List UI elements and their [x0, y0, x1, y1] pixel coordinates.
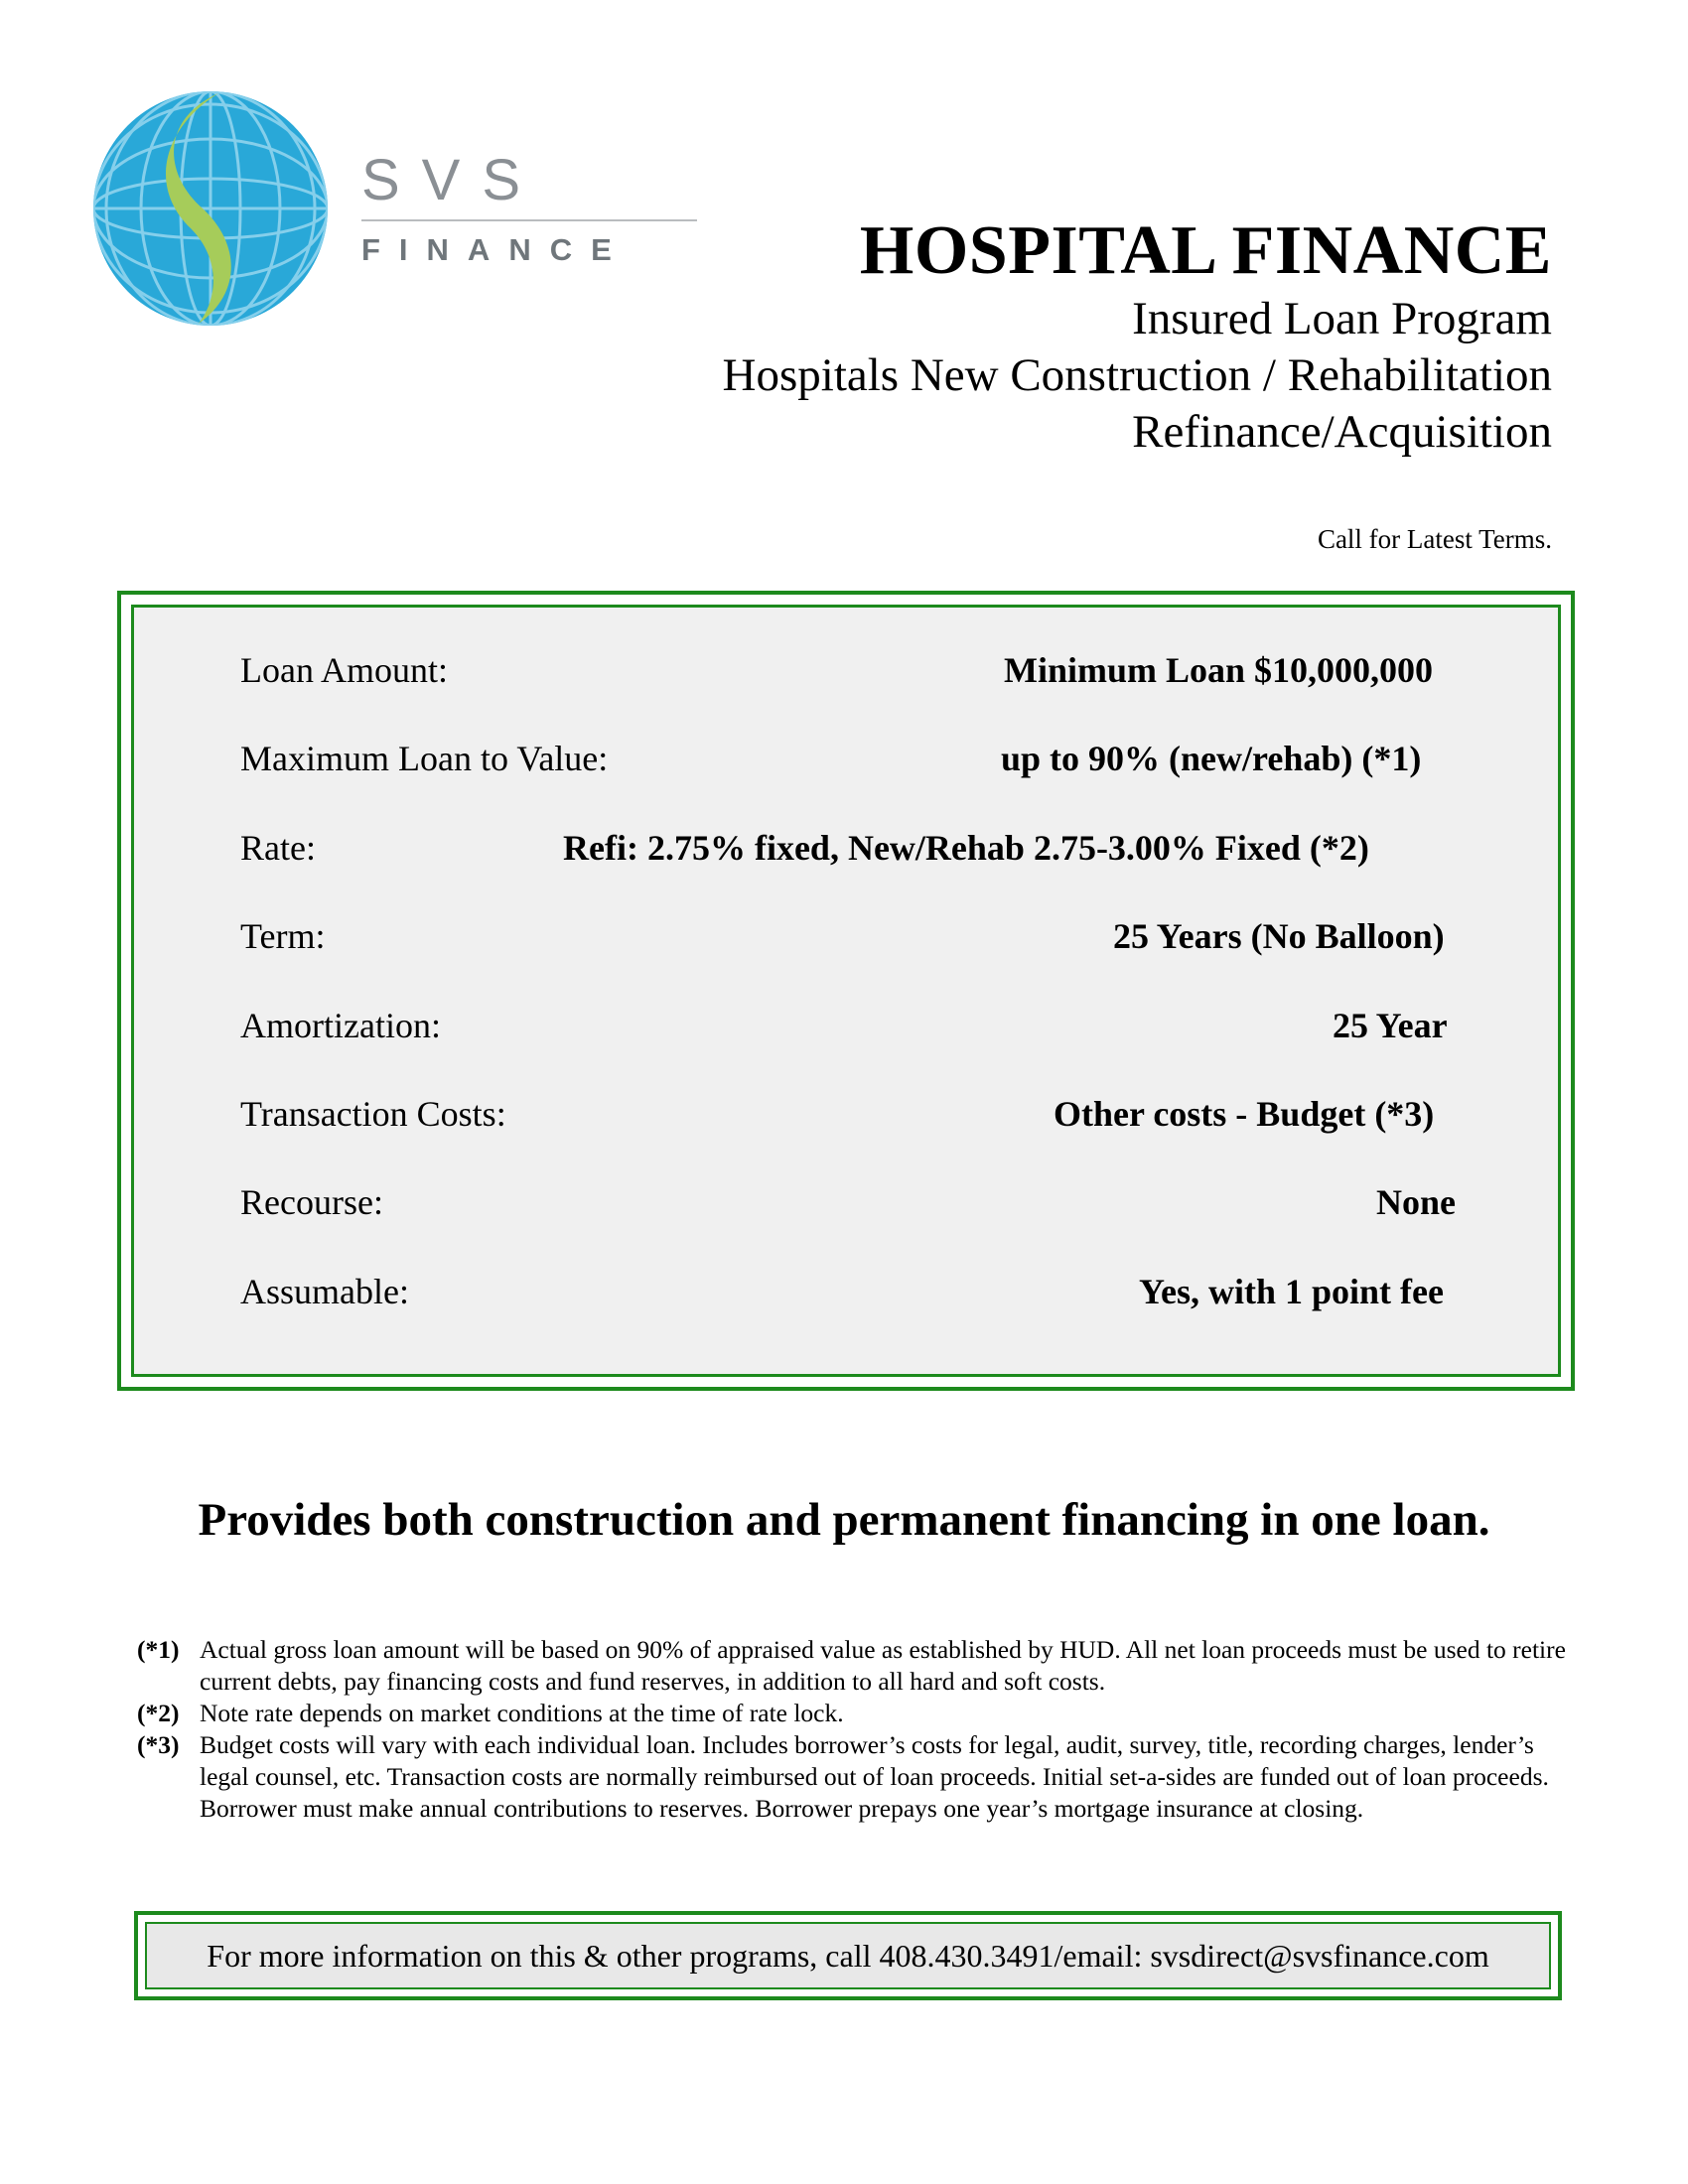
footnote-text: Actual gross loan amount will be based on 90% of appraised value as established by HUD. All net loan proceeds must be used to retire current debts, pay financing costs and fund reserves, in addition to all hard and soft costs.	[200, 1635, 1566, 1696]
term-value-amortization: 25 Year	[1333, 1006, 1448, 1045]
footnote-text: Budget costs will vary with each individual loan. Includes borrower’s costs for legal, audit, survey, title, recording charges, lender’s legal counsel, etc. Transaction costs are normally reimbursed out of loan proceeds. Initial set-a-sides are funded out of loan proceeds. Borrower must make annual contributions to reserves. Borrower prepays one year’s mortgage insurance at closing.	[200, 1730, 1549, 1823]
contact-box	[134, 1911, 1562, 2000]
page-title: HOSPITAL FINANCE	[859, 212, 1552, 289]
call-for-terms-note: Call for Latest Terms.	[1317, 524, 1552, 554]
term-label-amortization: Amortization:	[240, 1006, 441, 1045]
term-label-rate: Rate:	[240, 828, 316, 868]
loan-terms-box	[117, 591, 1575, 1391]
footnote-key: (*2)	[137, 1699, 180, 1727]
footnote-key: (*1)	[137, 1635, 180, 1664]
term-label-loan-amount: Loan Amount:	[240, 650, 448, 690]
footnotes	[137, 1634, 1567, 1825]
logo-wordmark-svs: SVS	[361, 148, 543, 212]
term-value-recourse: None	[1376, 1182, 1456, 1222]
subtitle-line-3: Refinance/Acquisition	[1132, 406, 1552, 458]
term-label-transaction-costs: Transaction Costs:	[240, 1094, 506, 1134]
term-label-max-ltv: Maximum Loan to Value:	[240, 739, 609, 778]
loan-terms-panel	[131, 605, 1561, 1377]
footnote-1	[137, 1634, 1567, 1698]
footnote-key: (*3)	[137, 1730, 180, 1759]
contact-panel	[145, 1922, 1551, 1989]
svs-finance-logo	[91, 89, 631, 338]
logo-wordmark-finance: FINANCE	[361, 232, 631, 267]
term-value-max-ltv: up to 90% (new/rehab) (*1)	[1001, 739, 1422, 778]
footnote-3	[137, 1729, 1567, 1825]
term-value-loan-amount: Minimum Loan $10,000,000	[1004, 650, 1434, 690]
globe-with-s-icon	[91, 89, 608, 338]
footnote-2	[137, 1698, 1567, 1729]
term-value-term: 25 Years (No Balloon)	[1113, 916, 1445, 956]
contact-info-text: For more information on this & other programs, call 408.430.3491/email: svsdirect@svsfinance.com	[207, 1937, 1489, 1974]
subtitle-line-1: Insured Loan Program	[1132, 293, 1552, 344]
term-label-assumable: Assumable:	[240, 1272, 409, 1311]
tagline: Provides both construction and permanent financing in one loan.	[198, 1494, 1490, 1546]
term-value-assumable: Yes, with 1 point fee	[1139, 1272, 1444, 1311]
logo-divider	[361, 219, 697, 221]
term-label-term: Term:	[240, 916, 326, 956]
footnote-text: Note rate depends on market conditions at the time of rate lock.	[200, 1699, 844, 1727]
term-value-transaction-costs: Other costs - Budget (*3)	[1054, 1094, 1435, 1134]
term-label-recourse: Recourse:	[240, 1182, 383, 1222]
term-value-rate: Refi: 2.75% fixed, New/Rehab 2.75-3.00% Fixed (*2)	[563, 828, 1369, 868]
title-block	[723, 211, 1552, 461]
subtitle-line-2: Hospitals New Construction / Rehabilitation	[722, 349, 1552, 401]
